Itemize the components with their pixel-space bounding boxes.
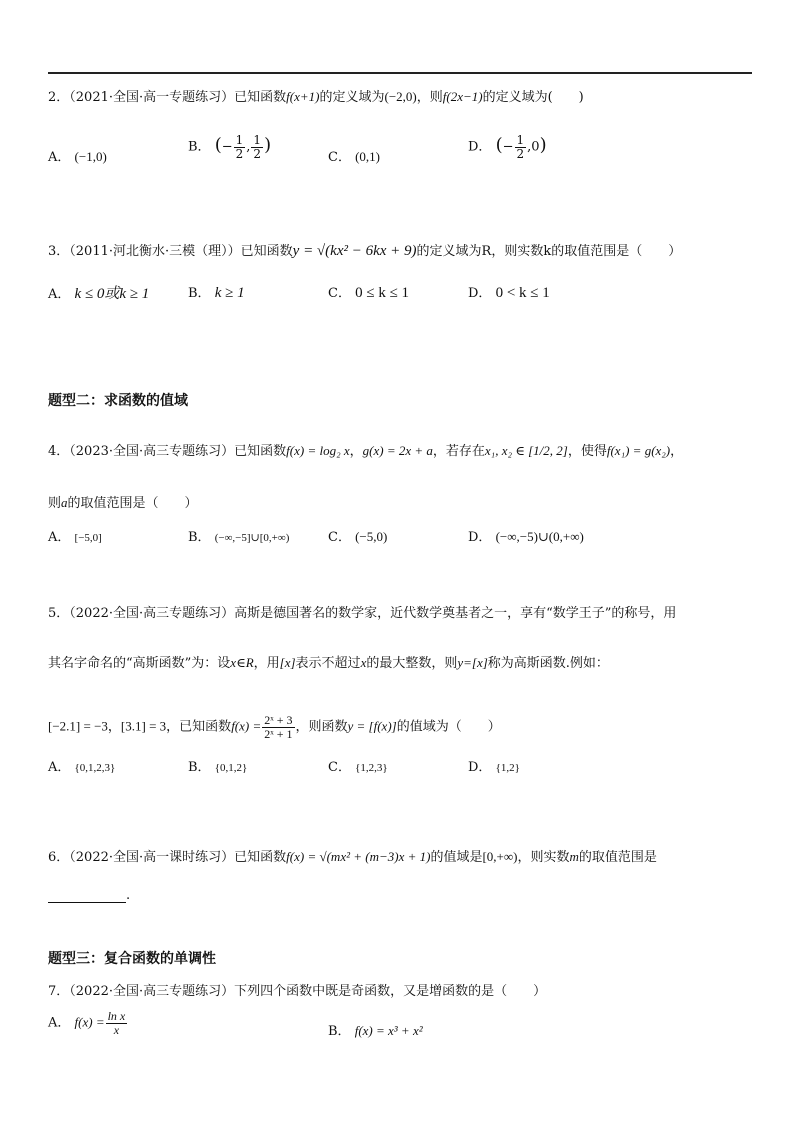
option-label: A． [48, 287, 71, 302]
question-number: 7． [48, 984, 70, 999]
option-label: A． [48, 530, 71, 545]
question-2 [48, 86, 584, 105]
option-expr: (−1,0) [74, 149, 107, 164]
option-label: A． [48, 1015, 71, 1031]
math-var: m [569, 849, 579, 864]
question-text: ， [349, 444, 363, 459]
option-b[interactable] [188, 756, 247, 775]
question-text: 的定义域为 [482, 90, 548, 105]
question-text: ，已知函数 [166, 719, 232, 735]
math-expr: f(x) = [74, 1014, 105, 1030]
question-text: ，则实数 [517, 850, 570, 865]
question-text: ，则函数 [295, 719, 348, 735]
option-expr: k ≤ 0或k ≥ 1 [74, 286, 150, 302]
fraction-numerator: 2ˣ + 3 [264, 713, 293, 727]
question-text: 的取值范围是 [578, 850, 657, 865]
option-b[interactable] [188, 526, 289, 545]
math-expr: y=[x] [457, 655, 488, 670]
question-text: 的定义域为 [319, 90, 385, 105]
option-c[interactable] [328, 146, 380, 165]
answer-paren: ( ) [547, 90, 584, 105]
option-c[interactable] [328, 526, 387, 545]
math-expr: f(2x−1) [442, 89, 483, 104]
fraction-denominator: x [113, 1022, 120, 1037]
math-expr: [0,+∞) [482, 849, 518, 864]
question-number: 4． [48, 444, 70, 459]
question-6 [48, 846, 657, 865]
math-expr: f(x) = [231, 718, 262, 734]
question-text: ，若存在 [432, 444, 485, 459]
option-label: A． [48, 150, 71, 165]
question-text: 已知函数 [234, 90, 287, 105]
question-4 [48, 440, 683, 459]
option-b[interactable] [188, 282, 245, 302]
math-expr: y = [f(x)] [347, 718, 397, 734]
option-d[interactable] [468, 756, 520, 775]
question-number: 2． [48, 90, 70, 105]
option-label: C． [328, 150, 351, 165]
option-expr: {1,2} [495, 762, 520, 774]
question-5-line3: [−2.1] = −3，[3.1] = 3，已知函数f(x) = $\frac{\text{2ˣ + 3}}{\text{2ˣ + 1}}$ ，则函数y = [f(x)]的值域为（ ） [48, 713, 501, 741]
option-d[interactable] [468, 282, 550, 302]
option-b[interactable]: B． (− $\frac{1}{2}$ , $\frac{1}{2}$ ) [188, 133, 272, 161]
question-text: 称为高斯函数.例如： [487, 656, 609, 671]
question-5 [48, 602, 676, 621]
top-rule [48, 72, 752, 74]
option-label: B． [188, 760, 211, 775]
math-expr: f(x) = log₂ x [286, 443, 350, 458]
question-number: 6． [48, 850, 70, 865]
math-expr: [−2.1] = −3 [48, 718, 108, 734]
option-label: B． [328, 1024, 351, 1039]
section-heading: 题型二：求函数的值域 [48, 393, 188, 409]
option-expr: {0,1,2} [214, 762, 248, 774]
option-expr: [−5,0] [74, 532, 102, 544]
option-d[interactable] [468, 526, 584, 545]
math-expr: y = √(kx² − 6kx + 9) [292, 243, 417, 259]
question-text: 高斯是德国著名的数学家，近代数学奠基者之一，享有“数学王子”的称号，用 [234, 606, 677, 621]
math-expr: f(x₁) = g(x₂) [606, 443, 671, 458]
option-expr: f(x) = x³ + x² [354, 1023, 423, 1038]
option-expr: 0 ≤ k ≤ 1 [355, 285, 410, 301]
option-label: D． [468, 760, 492, 775]
option-a[interactable] [48, 526, 102, 545]
question-text: 表示不超过 [295, 656, 361, 671]
math-var: a [61, 495, 68, 510]
math-expr: [3.1] = 3 [120, 718, 167, 734]
question-5-line2 [48, 652, 609, 671]
section-heading: 题型三：复合函数的单调性 [48, 951, 216, 967]
option-a[interactable] [48, 756, 115, 775]
option-label: C． [328, 286, 351, 301]
option-a[interactable] [48, 1010, 128, 1036]
question-text: 已知函数 [240, 244, 293, 259]
math-expr: x∈R [230, 655, 254, 670]
question-text: 则 [48, 496, 62, 511]
question-text: ，则 [416, 90, 443, 105]
question-text: 已知函数 [234, 850, 287, 865]
option-c[interactable] [328, 756, 388, 775]
question-source: （2022·全国·高一课时练习） [69, 850, 235, 865]
option-label: B． [188, 139, 211, 155]
question-text: ，用 [253, 656, 280, 671]
question-number: 5． [48, 606, 70, 621]
question-text: 的最大整数，则 [366, 656, 458, 671]
option-expr: (−∞,−5)∪(0,+∞) [495, 529, 584, 544]
math-expr: f(x+1) [286, 89, 320, 104]
option-label: D． [468, 139, 492, 155]
math-expr: (−2,0) [384, 89, 417, 104]
question-3 [48, 240, 681, 260]
fraction-denominator: 2ˣ + 1 [264, 726, 293, 741]
question-text: 其名字命名的“高斯函数”为：设 [48, 656, 231, 671]
question-text: 下列四个函数中既是奇函数，又是增函数的是（ ） [234, 984, 547, 999]
option-expr: {1,2,3} [355, 762, 388, 774]
fraction-numerator: ln x [107, 1009, 126, 1023]
question-source: （2011·河北衡水·三模（理）） [69, 244, 241, 259]
math-expr: [x] [279, 655, 296, 670]
question-number: 3． [48, 244, 70, 259]
question-text: ， [670, 444, 684, 459]
option-b[interactable] [328, 1020, 423, 1039]
option-c[interactable] [328, 282, 409, 302]
question-text: 的值域是 [430, 850, 483, 865]
question-text: 的定义域为R，则实数k的取值范围是（ ） [416, 244, 682, 259]
option-label: B． [188, 286, 211, 301]
question-text: ，使得 [567, 444, 607, 459]
option-label: C． [328, 530, 351, 545]
option-expr: (0,1) [355, 149, 381, 164]
answer-blank[interactable] [48, 888, 126, 903]
option-expr: (−5,0) [355, 529, 388, 544]
question-4-line2 [48, 492, 198, 511]
option-expr: k ≥ 1 [214, 285, 245, 301]
question-text: 已知函数 [234, 444, 287, 459]
option-label: D． [468, 286, 492, 301]
option-d[interactable]: D． (− $\frac{1}{2}$ ,0) [468, 133, 547, 161]
option-expr: (−∞,−5]∪[0,+∞) [214, 532, 290, 544]
question-source: （2021·全国·高一专题练习） [69, 90, 235, 105]
option-a[interactable] [48, 282, 149, 303]
option-label: D． [468, 530, 492, 545]
question-source: （2022·全国·高三专题练习） [69, 606, 235, 621]
option-a[interactable] [48, 146, 107, 165]
question-text: . [126, 888, 131, 903]
question-source: （2023·全国·高三专题练习） [69, 444, 235, 459]
math-var: x [360, 655, 367, 670]
math-expr: f(x) = √(mx² + (m−3)x + 1) [286, 849, 431, 864]
option-label: A． [48, 760, 71, 775]
math-expr: x₁, x₂ ∈ [1/2, 2] [484, 443, 568, 458]
option-expr: 0 < k ≤ 1 [495, 285, 550, 301]
math-expr: g(x) = 2x + a [362, 443, 433, 458]
option-label: C． [328, 760, 351, 775]
option-label: B． [188, 530, 211, 545]
question-text: 的值域为（ ） [396, 719, 501, 735]
option-expr: {0,1,2,3} [74, 762, 116, 774]
question-7 [48, 980, 546, 999]
question-6-answer[interactable] [48, 888, 130, 903]
question-text: 的取值范围是（ ） [67, 496, 198, 511]
question-source: （2022·全国·高三专题练习） [69, 984, 235, 999]
